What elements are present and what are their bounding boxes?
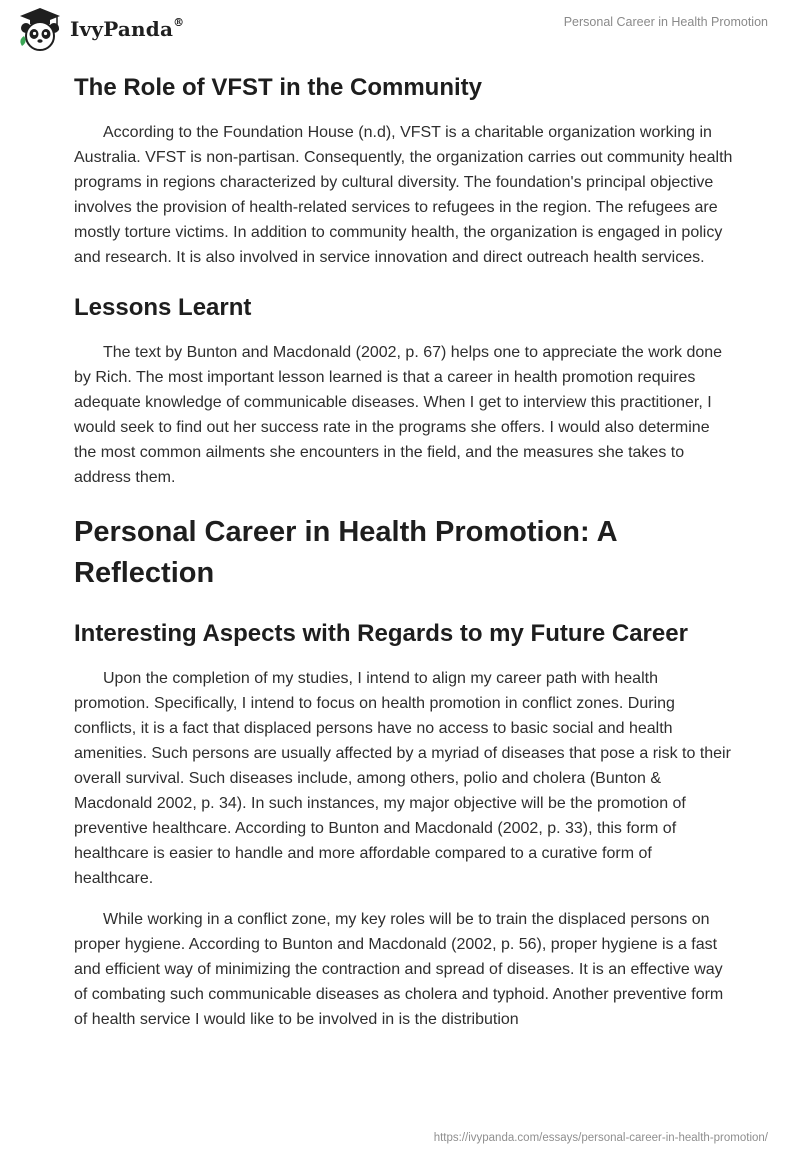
- section-heading-interesting-aspects: Interesting Aspects with Regards to my Future Career: [74, 620, 688, 647]
- document-title: Personal Career in Health Promotion: [563, 15, 768, 29]
- brand-name: IvyPanda®: [70, 16, 185, 41]
- page-header: [0, 0, 800, 62]
- source-url-link[interactable]: https://ivypanda.com/essays/personal-career-in-health-promotion/: [433, 1132, 768, 1144]
- section-heading-lessons-learnt: Lessons Learnt: [74, 294, 252, 321]
- paragraph: Upon the completion of my studies, I intend to align my career path with health promotion. Specifically, I intend to focus on health promotion in conflict zones. During conflicts, it is a fact that displaced persons have no access to basic social and health amenities. Such persons are usually affected by a myriad of diseases that pose a risk to their overall survival. Such diseases include, among others, polio and cholera (Bunton & Macdonald 2002, p. 34). In such instances, my major objective will be the promotion of preventive healthcare. According to Bunton and Macdonald (2002, p. 33), this form of healthcare is easier to handle and more affordable compared to a curative form of healthcare.: [74, 670, 731, 887]
- main-heading-personal-career: Personal Career in Health Promotion: A Reflection: [74, 516, 617, 589]
- panda-graduate-icon: [16, 6, 64, 52]
- paragraph: According to the Foundation House (n.d), VFST is a charitable organization working in Australia. VFST is non-partisan. Consequently, the organization carries out community health programs in regions characterized by cultural diversity. The foundation's principal objective involves the provision of health-related services to refugees in the region. The refugees are mostly torture victims. In addition to community health, the organization is engaged in policy and research. It is also involved in service innovation and direct outreach health services.: [74, 124, 733, 266]
- section-heading-vfst-role: The Role of VFST in the Community: [74, 74, 482, 101]
- essay-content: [74, 70, 734, 1032]
- paragraph: While working in a conflict zone, my key roles will be to train the displaced persons on proper hygiene. According to Bunton and Macdonald (2002, p. 56), proper hygiene is a fast and efficient way of minimizing the contraction and spread of diseases. It is an effective way of combating such communicable diseases as cholera and typhoid. Another preventive form of health service I would like to be involved in is the distribution: [74, 911, 724, 1028]
- ivypanda-logo[interactable]: [16, 6, 184, 52]
- paragraph: The text by Bunton and Macdonald (2002, p. 67) helps one to appreciate the work done by Rich. The most important lesson learned is that a career in health promotion requires adequate knowledge of communicable diseases. When I get to interview this practitioner, I would seek to find out her success rate in the programs she offers. I would also determine the most common ailments she encounters in the field, and the measures she takes to address them.: [74, 344, 723, 486]
